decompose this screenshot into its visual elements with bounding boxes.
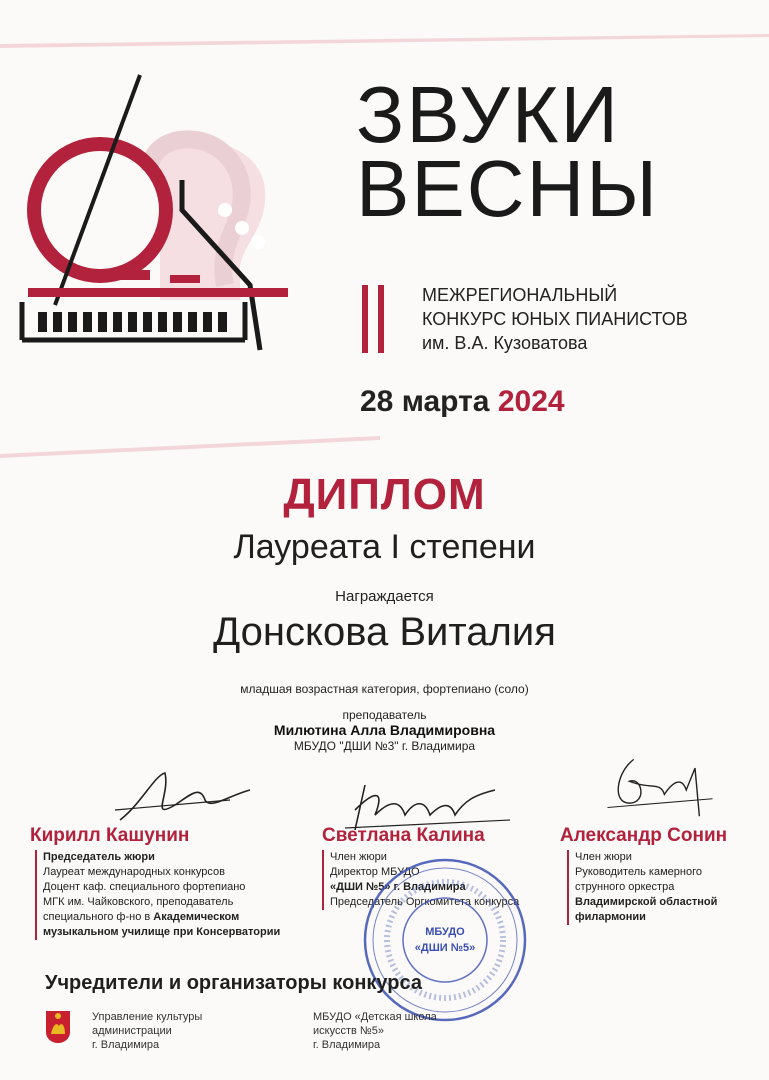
organizer-1-line: г. Владимира	[92, 1039, 160, 1051]
age-category: младшая возрастная категория, фортепиано (соло)	[240, 682, 529, 696]
jury-1-line: специального ф-но в	[43, 911, 154, 923]
stamp-center-line-2: «ДШИ №5»	[414, 942, 476, 954]
awarded-label: Награждается	[335, 588, 434, 605]
jury-2-line: Член жюри	[330, 851, 387, 863]
date-day: 28 марта	[360, 385, 490, 418]
title-line-1: ЗВУКИ	[356, 70, 620, 159]
jury-2-line: Председатель Оргкомитета конкурса	[330, 896, 520, 908]
jury-1-line: Лауреат международных конкурсов	[43, 866, 225, 878]
organizer-1	[92, 1010, 202, 1052]
jury-name-1: Кирилл Кашунин	[30, 825, 190, 846]
contest-title	[356, 70, 756, 233]
jury-2-line: «ДШИ №5» г. Владимира	[330, 881, 466, 893]
founders-title: Учредители и организаторы конкурса	[45, 972, 422, 994]
teacher-name: Милютина Алла Владимировна	[273, 722, 496, 738]
jury-3-line: Руководитель камерного	[575, 866, 702, 878]
middle-decor-stripe	[0, 432, 400, 460]
jury-1-line: МГК им. Чайковского, преподаватель	[43, 896, 234, 908]
jury-3-line: струнного оркестра	[575, 881, 675, 893]
jury-1-line-combined	[43, 910, 313, 925]
organizer-1-line: Управление культуры	[92, 1011, 203, 1023]
signature-sonin	[590, 755, 730, 825]
jury-1-line-bold-tail: Академическом	[153, 911, 240, 923]
jury-1-line: музыкальном училище при Консерватории	[43, 926, 281, 938]
organizer-2	[313, 1010, 437, 1052]
subtitle-line-2: КОНКУРС ЮНЫХ ПИАНИСТОВ	[422, 309, 688, 329]
laureate-degree: Лауреата I степени	[233, 528, 536, 566]
jury-1-line: Доцент каф. специального фортепиано	[43, 881, 246, 893]
subtitle-line-3: им. В.А. Кузоватова	[422, 333, 588, 353]
diploma-title: ДИПЛОМ	[283, 470, 486, 519]
organizer-2-line: г. Владимира	[313, 1039, 381, 1051]
jury-1-line: Председатель жюри	[43, 851, 155, 863]
teacher-label: преподаватель	[342, 708, 427, 722]
subtitle-line-1: МЕЖРЕГИОНАЛЬНЫЙ	[422, 285, 618, 305]
jury-2-line: Директор МБУДО	[330, 866, 420, 878]
top-decor-stripe	[0, 30, 769, 50]
date-year: 2024	[497, 385, 565, 418]
edition-roman-numeral	[360, 285, 390, 353]
contest-date	[360, 385, 565, 419]
official-stamp-icon	[360, 855, 530, 1025]
recipient-name: Донскова Виталия	[213, 610, 556, 654]
title-line-2: ВЕСНЫ	[356, 144, 660, 233]
jury-3-line: филармонии	[575, 911, 646, 923]
city-emblem-icon	[45, 1010, 71, 1044]
jury-3-line: Владимирской областной	[575, 896, 718, 908]
organizer-2-line: МБУДО «Детская школа	[313, 1011, 437, 1023]
organizer-2-line: искусств №5»	[313, 1025, 384, 1037]
teacher-school: МБУДО "ДШИ №3" г. Владимира	[293, 739, 476, 753]
piano-logo-icon	[10, 70, 310, 370]
jury-3-line: Член жюри	[575, 851, 632, 863]
organizer-1-line: администрации	[92, 1025, 172, 1037]
jury-name-3: Александр Сонин	[560, 825, 728, 846]
contest-subtitle	[422, 283, 762, 355]
jury-info-1	[35, 850, 313, 940]
jury-info-3	[567, 850, 765, 925]
stamp-center-line-1: МБУДО	[425, 926, 465, 938]
jury-name-2: Светлана Калина	[322, 825, 485, 846]
